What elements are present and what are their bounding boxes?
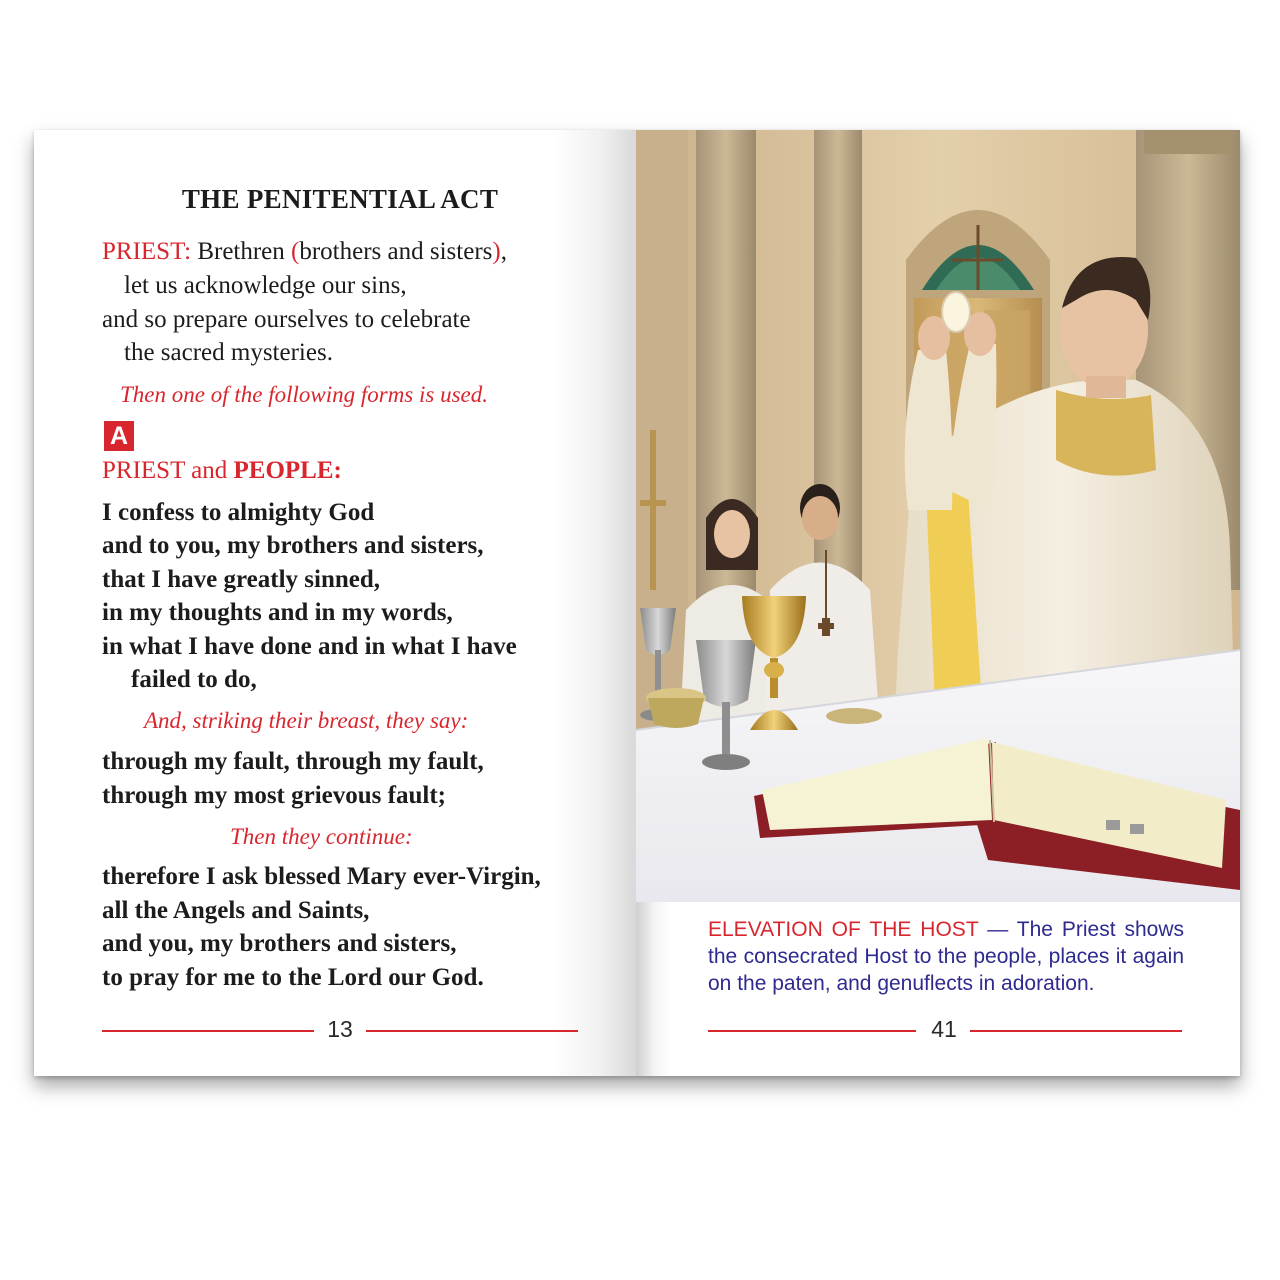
footer-rule-right-right-page xyxy=(970,1030,1182,1032)
closing-line-2: all the Angels and Saints, xyxy=(102,897,370,924)
priest-comma: , xyxy=(500,238,507,265)
confiteor-line-4: in my thoughts and in my words, xyxy=(102,599,453,626)
priest-line-3: and so prepare ourselves to celebrate xyxy=(102,306,471,333)
fault-line-1: through my fault, through my fault, xyxy=(102,748,484,775)
closing-line-3: and you, my brothers and sisters, xyxy=(102,930,457,957)
caption-body: The Priest shows the consecrated Host to the people, places it again on the paten, and genuflects in adoration. xyxy=(708,918,1185,995)
page-number-right: 41 xyxy=(931,1016,957,1042)
priest-text: Brethren xyxy=(191,238,292,265)
footer-rule-left-right-page xyxy=(708,1030,916,1032)
rubric-strike-breast: And, striking their breast, they say: xyxy=(144,708,469,733)
priest-label: PRIEST: xyxy=(102,238,192,265)
priest-line-2: let us acknowledge our sins, xyxy=(124,272,407,299)
confiteor-line-5: in what I have done and in what I have xyxy=(102,633,517,660)
caption-heading: ELEVATION OF THE HOST xyxy=(708,918,979,941)
confiteor-line-2: and to you, my brothers and sisters, xyxy=(102,532,484,559)
form-a-badge: A xyxy=(104,421,134,451)
confiteor-line-1: I confess to almighty God xyxy=(102,499,375,526)
fault-line-2: through my most grievous fault; xyxy=(102,782,446,809)
paren-open: ( xyxy=(291,238,300,265)
footer-rule-right xyxy=(366,1030,578,1032)
priest-line-4: the sacred mysteries. xyxy=(124,339,333,366)
confiteor-line-6: failed to do, xyxy=(131,666,257,693)
closing-line-4: to pray for me to the Lord our God. xyxy=(102,964,484,991)
rubric-forms: Then one of the following forms is used. xyxy=(120,382,488,407)
photo-caption xyxy=(708,916,1184,997)
caption-dash: — xyxy=(978,918,1017,941)
right-page xyxy=(636,130,1240,1076)
left-page xyxy=(34,130,636,1076)
priest-and-label: PRIEST and xyxy=(102,457,234,484)
people-label: PEOPLE: xyxy=(233,457,342,484)
elevation-photo xyxy=(636,130,1240,902)
footer-rule-left xyxy=(102,1030,314,1032)
closing-line-1: therefore I ask blessed Mary ever-Virgin, xyxy=(102,863,541,890)
open-booklet xyxy=(34,130,1240,1076)
priest-line-1 xyxy=(102,235,507,268)
page-title: THE PENITENTIAL ACT xyxy=(181,184,499,214)
confiteor-line-3: that I have greatly sinned, xyxy=(102,566,381,593)
page-number-left: 13 xyxy=(327,1016,353,1042)
priest-text-optional: brothers and sisters xyxy=(299,238,493,265)
paren-close: ) xyxy=(492,238,501,265)
rubric-continue: Then they continue: xyxy=(230,824,413,849)
priest-people-heading xyxy=(102,454,342,487)
